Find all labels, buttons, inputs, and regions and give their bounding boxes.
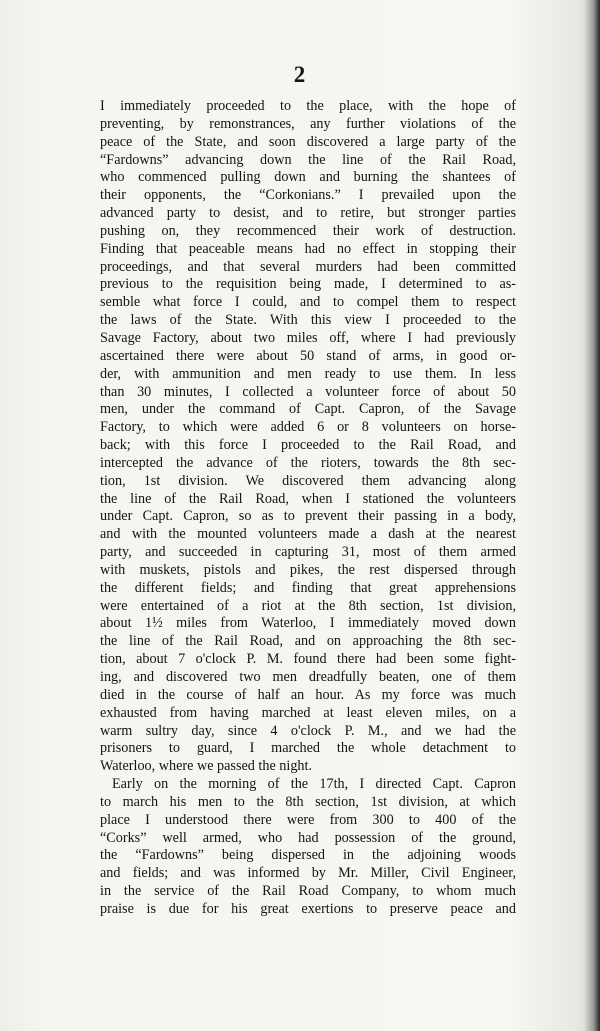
text-line: Factory, to which were added 6 or 8 volunteers on horse-: [100, 419, 516, 436]
page-number: 2: [293, 62, 307, 87]
text-line: Early on the morning of the 17th, I directed Capt. Capron: [112, 776, 516, 793]
text-line: died in the course of half an hour. As my force was much: [100, 686, 516, 703]
text-line: party, and succeeded in capturing 31, most of them armed: [100, 544, 516, 561]
text-line: than 30 minutes, I collected a volunteer force of about 50: [100, 383, 516, 400]
text-line: advanced party to desist, and to retire, but stronger parties: [100, 205, 516, 222]
text-line: back; with this force I proceeded to the Rail Road, and: [100, 437, 516, 454]
text-line: Waterloo, where we passed the night.: [100, 758, 312, 775]
text-line: Finding that peaceable means had no effect in stopping their: [100, 240, 516, 257]
text-line: praise is due for his great exertions to preserve peace and: [100, 900, 516, 917]
text-line: place I understood there were from 300 to 400 of the: [100, 811, 516, 828]
text-line: prisoners to guard, I marched the whole detachment to: [100, 740, 516, 757]
text-line: tion, about 7 o'clock P. M. found there had been some fight-: [100, 651, 516, 668]
text-line: who commenced pulling down and burning the shantees of: [100, 169, 516, 186]
text-line: their opponents, the “Corkonians.” I prevailed upon the: [100, 187, 516, 204]
text-line: and with the mounted volunteers made a dash at the nearest: [100, 526, 516, 543]
text-line: der, with ammunition and men ready to use them. In less: [100, 365, 516, 382]
page-gutter-shadow: [584, 0, 600, 1031]
text-line: ascertained there were about 50 stand of arms, in good or-: [100, 347, 516, 364]
text-line: exhausted from having marched at least eleven miles, on a: [100, 704, 516, 721]
text-line: peace of the State, and soon discovered a large party of the: [100, 133, 516, 150]
body-text: [100, 98, 516, 919]
text-line: tion, 1st division. We discovered them advancing along: [100, 472, 516, 489]
text-line: I immediately proceeded to the place, with the hope of: [100, 98, 516, 114]
text-line: and fields; and was informed by Mr. Miller, Civil Engineer,: [100, 865, 516, 882]
text-line: the line of the Rail Road, when I stationed the volunteers: [100, 490, 516, 507]
text-line: semble what force I could, and to compel them to respect: [100, 294, 516, 311]
text-line: about 1½ miles from Waterloo, I immediately moved down: [100, 615, 516, 632]
text-line: to march his men to the 8th section, 1st division, at which: [100, 793, 516, 810]
text-line: were entertained of a riot at the 8th section, 1st division,: [100, 597, 516, 614]
text-line: warm sultry day, since 4 o'clock P. M., and we had the: [100, 722, 516, 739]
text-line: the line of the Rail Road, and on approaching the 8th sec-: [100, 633, 516, 650]
text-line: “Fardowns” advancing down the line of the Rail Road,: [100, 151, 516, 168]
text-line: the laws of the State. With this view I proceeded to the: [100, 312, 516, 329]
text-line: Savage Factory, about two miles off, where I had previously: [100, 329, 516, 346]
text-line: the “Fardowns” being dispersed in the adjoining woods: [100, 847, 516, 864]
text-line: pushing on, they recommenced their work of destruction.: [100, 222, 516, 239]
text-line: under Capt. Capron, so as to prevent their passing in a body,: [100, 508, 516, 525]
text-line: preventing, by remonstrances, any further violations of the: [100, 115, 516, 132]
text-line: previous to the requisition being made, I determined to as-: [100, 276, 516, 293]
text-line: men, under the command of Capt. Capron, of the Savage: [100, 401, 516, 418]
text-line: “Corks” well armed, who had possession of the ground,: [100, 829, 516, 846]
text-line: proceedings, and that several murders had been committed: [100, 258, 516, 275]
text-line: the different fields; and finding that great apprehensions: [100, 579, 516, 596]
text-line: intercepted the advance of the rioters, towards the 8th sec-: [100, 454, 516, 471]
text-line: in the service of the Rail Road Company, to whom much: [100, 883, 516, 900]
text-line: with muskets, pistols and pikes, the rest dispersed through: [100, 561, 516, 578]
text-line: ing, and discovered two men dreadfully beaten, one of them: [100, 669, 516, 685]
